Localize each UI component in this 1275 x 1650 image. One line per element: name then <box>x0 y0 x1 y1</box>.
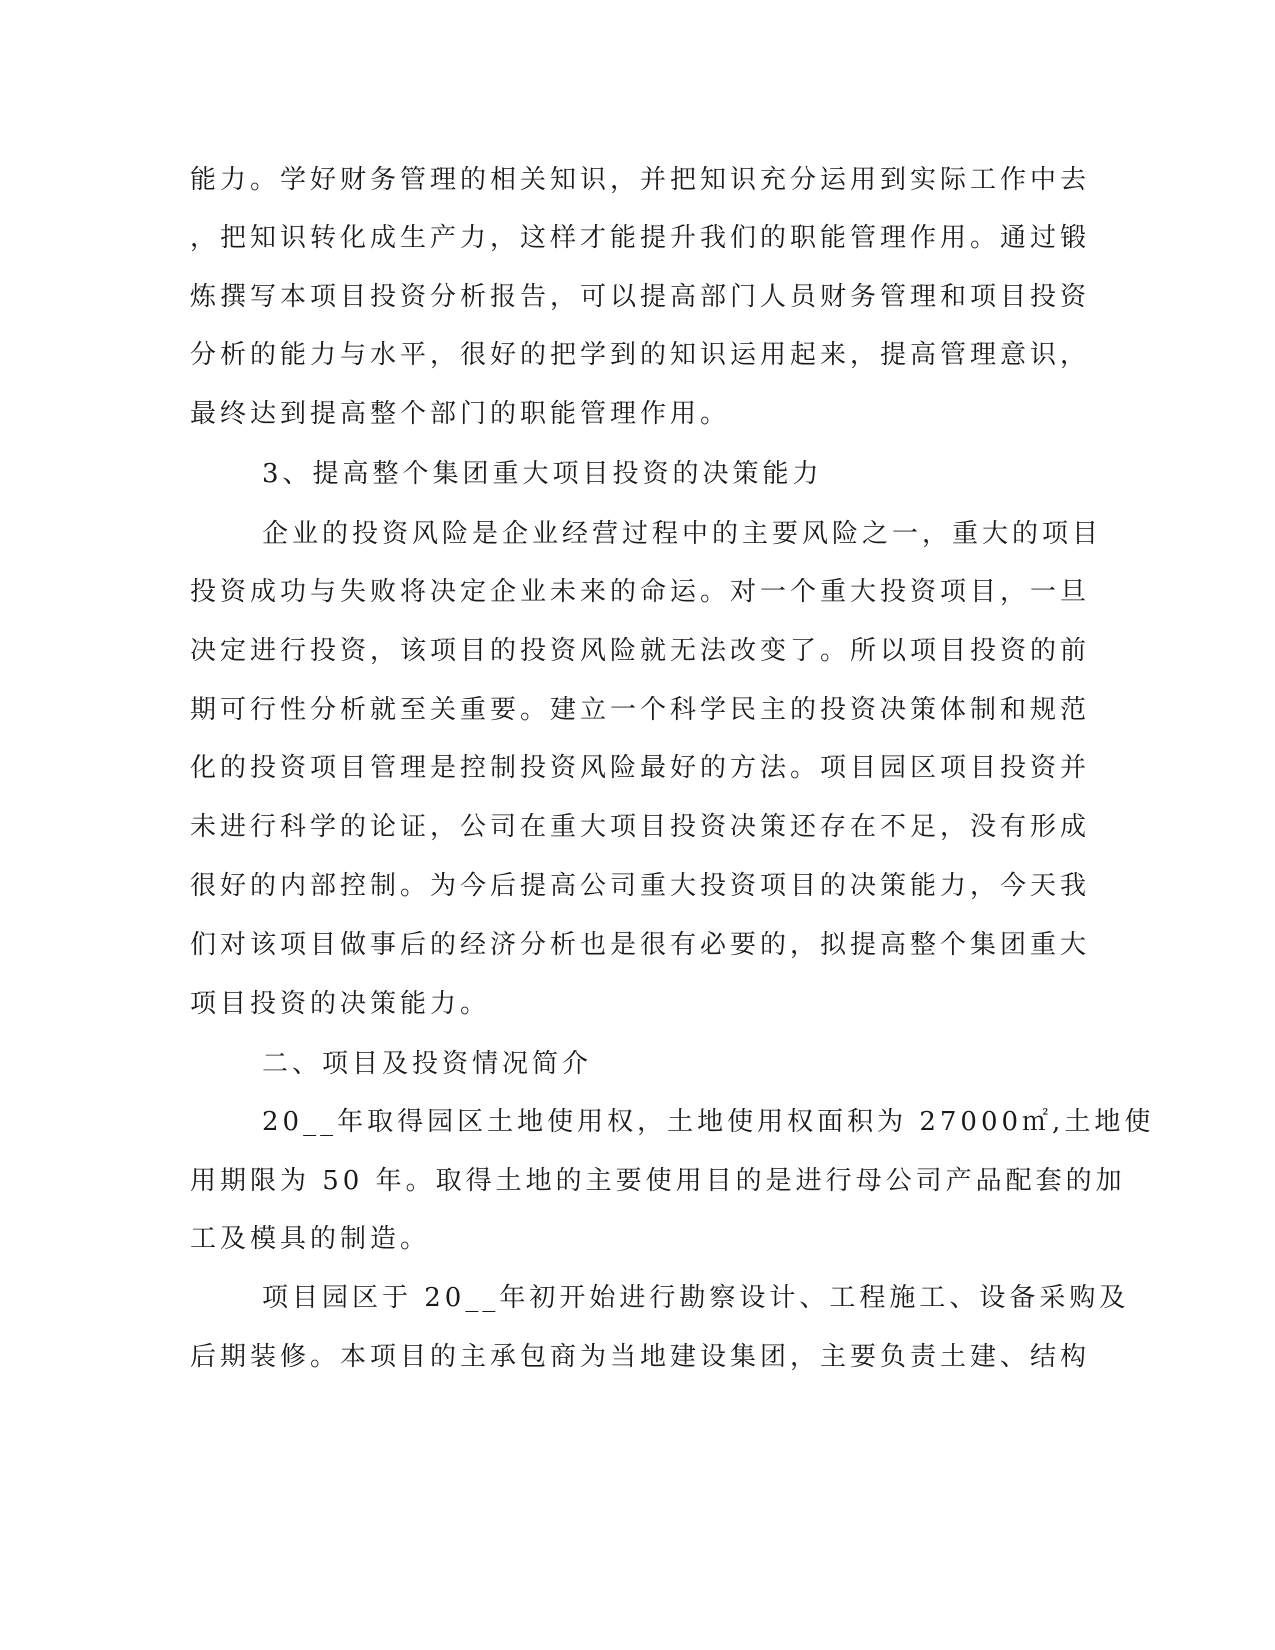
text-line: 企业的投资风险是企业经营过程中的主要风险之一，重大的项目 <box>262 519 1103 549</box>
text-line: 后期装修。本项目的主承包商为当地建设集团，主要负责土建、结构 <box>190 1342 1091 1372</box>
text-line: 最终达到提高整个部门的职能管理作用。 <box>190 399 731 429</box>
text-line: 期可行性分析就至关重要。建立一个科学民主的投资决策体制和规范 <box>190 695 1091 725</box>
text-line: 炼撰写本项目投资分析报告，可以提高部门人员财务管理和项目投资 <box>190 282 1091 312</box>
text-line: 未进行科学的论证，公司在重大项目投资决策还存在不足，没有形成 <box>190 812 1091 842</box>
text-line: 用期限为 50 年。取得土地的主要使用目的是进行母公司产品配套的加 <box>190 1166 1126 1196</box>
text-line: 很好的内部控制。为今后提高公司重大投资项目的决策能力，今天我 <box>190 871 1091 901</box>
section-heading: 二、项目及投资情况简介 <box>262 1049 593 1079</box>
text-line: 项目投资的决策能力。 <box>190 989 491 1019</box>
text-line: 们对该项目做事后的经济分析也是很有必要的，拟提高整个集团重大 <box>190 930 1091 960</box>
text-line: 能力。学好财务管理的相关知识，并把知识充分运用到实际工作中去 <box>190 165 1091 195</box>
text-line: 工及模具的制造。 <box>190 1224 431 1254</box>
text-line: 20__年取得园区土地使用权，土地使用权面积为 27000㎡,土地使 <box>262 1107 1155 1137</box>
section-heading: 3、提高整个集团重大项目投资的决策能力 <box>262 459 823 489</box>
text-line: 投资成功与失败将决定企业未来的命运。对一个重大投资项目，一旦 <box>190 577 1091 607</box>
text-line: 化的投资项目管理是控制投资风险最好的方法。项目园区项目投资并 <box>190 753 1091 783</box>
text-line: 决定进行投资，该项目的投资风险就无法改变了。所以项目投资的前 <box>190 636 1091 666</box>
text-line: 分析的能力与水平，很好的把学到的知识运用起来，提高管理意识， <box>190 340 1091 370</box>
text-line: 项目园区于 20__年初开始进行勘察设计、工程施工、设备采购及 <box>262 1283 1130 1313</box>
text-line: ，把知识转化成生产力，这样才能提升我们的职能管理作用。通过锻 <box>190 223 1091 253</box>
